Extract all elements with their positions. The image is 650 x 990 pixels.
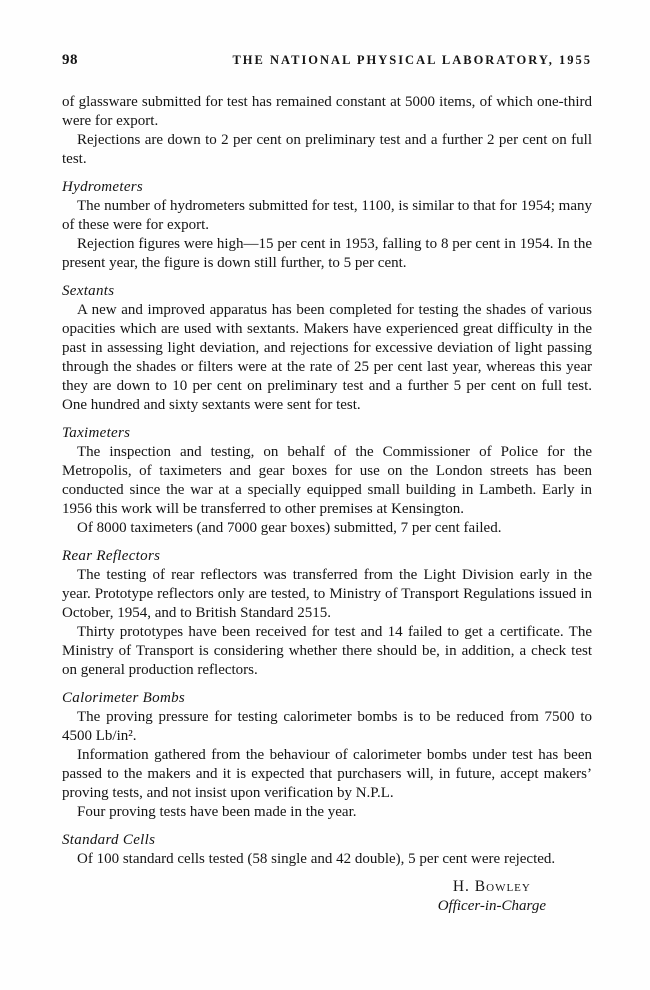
section-paragraph: The testing of rear reflectors was transferred from the Light Division early in the year. Prototype reflectors only are tested, to Ministry of Transport Regulations issued in October, 1954, and to British Standard 2515. [62,567,592,621]
section-hydrometers [62,178,592,273]
section-paragraph: A new and improved apparatus has been completed for testing the shades of various opacities which are used with sextants. Makers have experienced great difficulty in the past in assessing light deviation, and rejections for excessive deviation of light passing through the shades or filters were at the rate of 25 per cent last year, whereas this year they are down to 10 per cent on preliminary test and a further 5 per cent on full test. One hundred and sixty sextants were sent for test. [62,302,592,413]
section-paragraph: The number of hydrometers submitted for test, 1100, is similar to that for 1954; many of these were for export. [62,198,592,233]
signatory-title: Officer-in-Charge [437,898,546,914]
signature-block [438,877,546,916]
section-heading: Hydrometers [62,179,144,195]
running-title: THE NATIONAL PHYSICAL LABORATORY, 1955 [232,53,592,67]
section-paragraph: Rejection figures were high—15 per cent in 1953, falling to 8 per cent in 1954. In the present year, the figure is down still further, to 5 per cent. [62,236,592,271]
section-calorimeter-bombs [62,689,592,822]
section-paragraph: Four proving tests have been made in the year. [77,804,357,820]
section-paragraph: Of 8000 taximeters (and 7000 gear boxes) submitted, 7 per cent failed. [77,520,502,536]
section-heading: Sextants [62,283,115,299]
section-rear-reflectors [62,547,592,680]
section-sextants [62,282,592,415]
section-heading: Standard Cells [62,832,156,848]
section-taximeters [62,424,592,538]
section-heading: Taximeters [62,425,131,441]
section-paragraph: Of 100 standard cells tested (58 single and 42 double), 5 per cent were rejected. [77,851,556,867]
section-paragraph: The proving pressure for testing calorimeter bombs is to be reduced from 7500 to 4500 Lb/in². [62,709,592,744]
signatory-name: H. Bowley [452,878,531,895]
intro-paragraph: of glassware submitted for test has remained constant at 5000 items, of which one-third were for export. [62,94,592,129]
section-standard-cells [62,831,592,869]
section-paragraph: Thirty prototypes have been received for test and 14 failed to get a certificate. The Ministry of Transport is considering whether there should be, in addition, a check test on general production reflectors. [62,624,592,678]
intro-paragraph: Rejections are down to 2 per cent on preliminary test and a further 2 per cent on full test. [62,132,592,167]
section-heading: Rear Reflectors [62,548,161,564]
section-paragraph: The inspection and testing, on behalf of the Commissioner of Police for the Metropolis, of taximeters and gear boxes for use on the London streets has been conducted since the war at a specially equipped small building in Lambeth. Early in 1956 this work will be transferred to other premises at Kensington. [62,444,592,517]
section-heading: Calorimeter Bombs [62,690,186,706]
section-paragraph: Information gathered from the behaviour of calorimeter bombs under test has been passed to the makers and it is expected that purchasers will, in future, accept makers’ proving tests, and not insist upon verification by N.P.L. [62,747,592,801]
page-number: 98 [62,52,78,68]
page-body [62,93,592,916]
page-header [62,52,592,69]
